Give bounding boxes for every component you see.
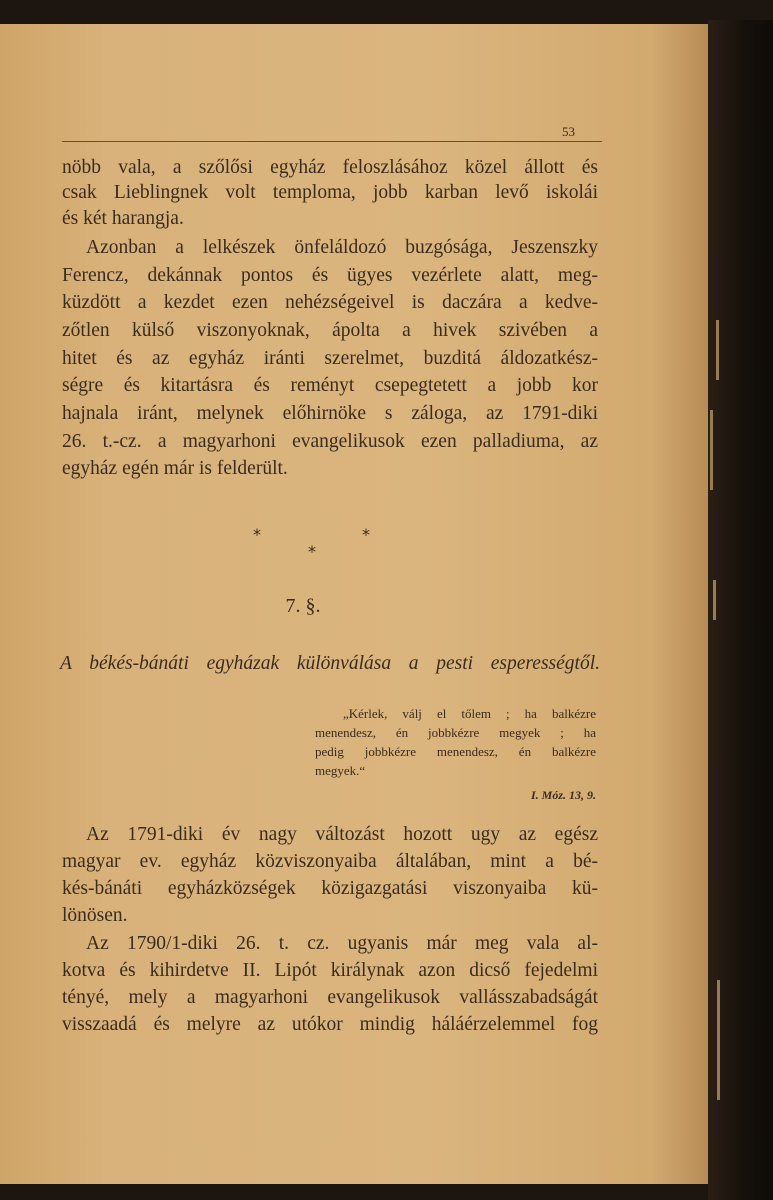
asterisk: * xyxy=(253,525,261,544)
book-page xyxy=(0,24,708,1184)
text-line: egyház egén már is felderült. xyxy=(62,458,288,479)
text-line: Azonban a lelkészek önfeláldozó buzgósága, Jeszenszky xyxy=(86,237,598,258)
text-line: ségre és kitartásra és reményt csepegtetett a jobb kor xyxy=(62,375,598,396)
epigraph-line: menendesz, én jobbkézre megyek ; ha xyxy=(315,725,596,740)
text-line: és két harangja. xyxy=(62,208,184,229)
text-line: hajnala iránt, melynek előhirnöke s záloga, az 1791-diki xyxy=(62,403,598,424)
section-title: A békés-bánáti egyházak különválása a pesti esperességtől. xyxy=(60,653,600,674)
epigraph-line: megyek.“ xyxy=(315,763,366,778)
text-line: kés-bánáti egyházközségek közigazgatási viszonyaiba kü- xyxy=(62,878,598,899)
text-line: csak Lieblingnek volt temploma, jobb karban levő iskolái xyxy=(62,182,598,203)
text-line: Az 1790/1-diki 26. t. cz. ugyanis már meg vala al- xyxy=(86,933,598,954)
text-line: Az 1791-diki év nagy változást hozott ugy az egész xyxy=(86,824,598,845)
page-number: 53 xyxy=(562,124,575,139)
text-line: hitet és az egyház iránti szerelmet, buzditá áldozatkész- xyxy=(62,348,598,369)
section-number: 7. §. xyxy=(285,595,321,617)
text-line: lönösen. xyxy=(62,905,128,926)
text-line: 26. t.-cz. a magyarhoni evangelikusok ezen palladiuma, az xyxy=(62,431,598,452)
header-rule xyxy=(62,141,602,142)
text-line: küzdött a kezdet ezen nehézségeivel is daczára a kedve- xyxy=(62,292,598,313)
text-line: visszaadá és melyre az utókor mindig háláérzelemmel fog xyxy=(62,1014,598,1035)
epigraph-line: „Kérlek, válj el tőlem ; ha balkézre xyxy=(343,706,596,721)
text-line: kotva és kihirdetve II. Lipót királynak azon dicső fejedelmi xyxy=(62,960,598,981)
text-line: tényé, mely a magyarhoni evangelikusok vallásszabadságát xyxy=(62,987,598,1008)
asterisk: * xyxy=(362,525,370,544)
asterisk: * xyxy=(308,542,316,561)
text-line: zőtlen külső viszonyoknak, ápolta a hivek szivében a xyxy=(62,320,598,341)
text-line: magyar ev. egyház közviszonyaiba általában, mint a bé- xyxy=(62,851,598,872)
text-line: nöbb vala, a szőlősi egyház feloszlásához közel állott és xyxy=(62,157,598,178)
book-edge xyxy=(708,20,773,1200)
epigraph-citation: I. Móz. 13, 9. xyxy=(530,788,596,802)
text-line: Ferencz, dekánnak pontos és ügyes vezérlete alatt, meg- xyxy=(62,265,598,286)
epigraph-line: pedig jobbkézre menendesz, én balkézre xyxy=(315,744,596,759)
